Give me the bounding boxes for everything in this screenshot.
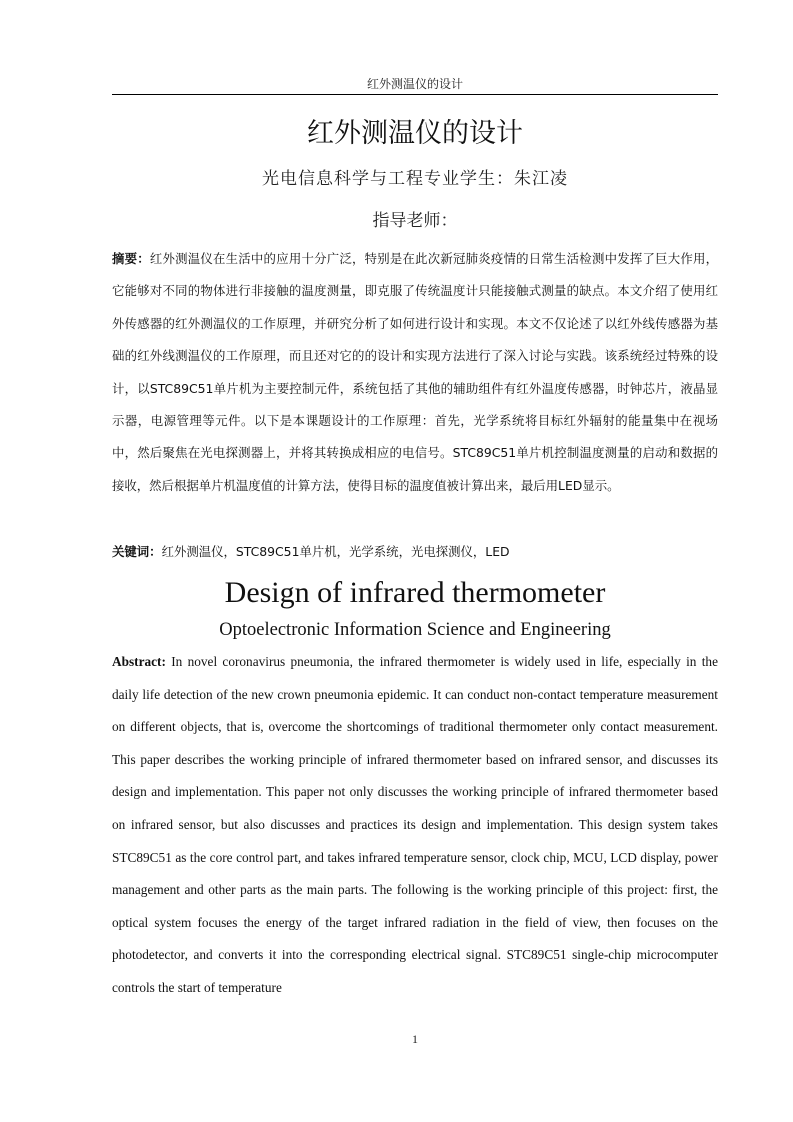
english-subtitle: Optoelectronic Information Science and Engineering [219,620,611,640]
english-abstract-text: In novel coronavirus pneumonia, the infrared thermometer is widely used in life, especially in the daily life detection of the new crown pneumonia epidemic. It can conduct non-contact temperature measurement on different objects, that is, overcome the shortcomings of traditional thermometer only contact measurement. This paper describes the working principle of infrared thermometer based on infrared sensor, and discusses its design and implementation. This paper not only discusses the working principle of infrared thermometer based on infrared sensor, but also discusses and practices its design and implementation. This design system takes STC89C51 as the core control part, and takes infrared temperature sensor, clock chip, MCU, LCD display, power management and other parts as the main parts. The following is the working principle of this project: first, the optical system focuses the energy of the target infrared radiation in the field of view, then focuses on the photodetector, and converts it into the corresponding electrical signal. STC89C51 single-chip microcomputer controls the start of temperature [112,654,718,995]
advisor-line: 指导老师： [372,211,458,231]
chinese-keywords-text: 红外测温仪，STC89C51单片机，光学系统，光电探测仪，LED [161,544,510,559]
english-abstract-label: Abstract: [112,654,166,669]
chinese-abstract-label: 摘要： [112,251,150,266]
header-rule [112,94,718,95]
chinese-abstract [112,243,718,502]
running-header: 红外测温仪的设计 [366,77,463,91]
chinese-keywords-label: 关键词： [112,544,162,559]
english-title: Design of infrared thermometer [224,576,606,609]
page-number: 1 [412,1032,418,1046]
chinese-keywords [112,540,718,564]
page-title: 红外测温仪的设计 [307,118,523,149]
chinese-abstract-text: 红外测温仪在生活中的应用十分广泛，特别是在此次新冠肺炎疫情的日常生活检测中发挥了巨大作用，它能够对不同的物体进行非接触的温度测量，即克服了传统温度计只能接触式测量的缺点。本文介绍了使用红外传感器的红外测温仪的工作原理，并研究分析了如何进行设计和实现。本文不仅论述了以红外线传感器为基础的红外线测温仪的工作原理，而且还对它的的设计和实现方法进行了深入讨论与实践。该系统经过特殊的设计，以STC89C51单片机为主要控制元件，系统包括了其他的辅助组件有红外温度传感器，时钟芯片，液晶显示器，电源管理等元件。以下是本课题设计的工作原理：首先，光学系统将目标红外辐射的能量集中在视场中，然后聚焦在光电探测器上，并将其转换成相应的电信号。STC89C51单片机控制温度测量的启动和数据的接收，然后根据单片机温度值的计算方法，使得目标的温度值被计算出来，最后用LED显示。 [112,251,718,493]
english-abstract [112,646,718,1005]
author-line: 光电信息科学与工程专业学生：朱江凌 [262,169,568,189]
